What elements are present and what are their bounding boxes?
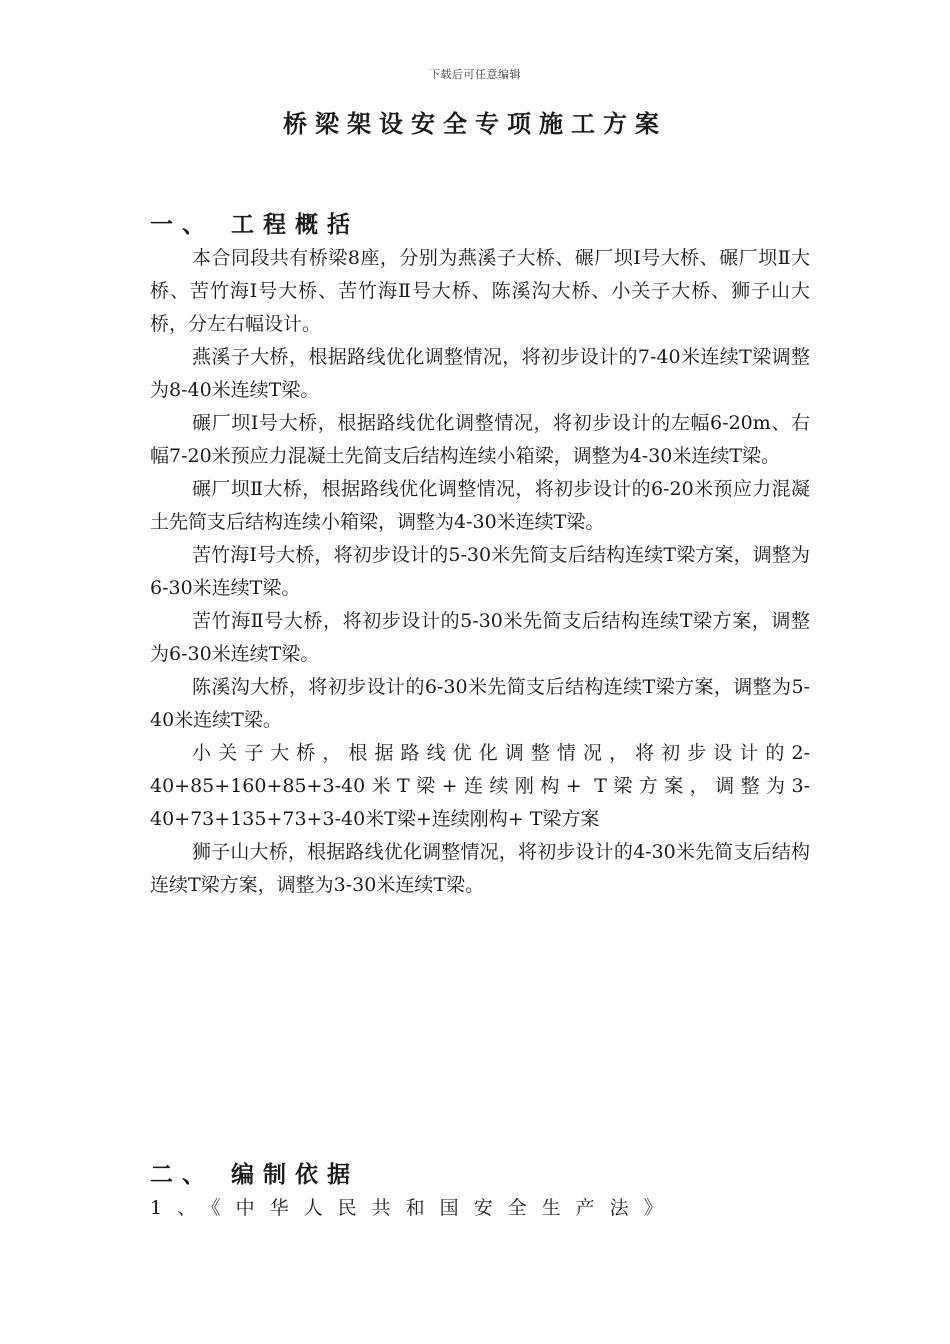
header-note: 下载后可任意编辑 (429, 68, 521, 81)
document-title: 桥梁架设安全专项施工方案 (283, 110, 667, 138)
section-overview-body (150, 242, 810, 902)
section-heading-overview: 一、 工程概括 (150, 212, 360, 238)
paragraph: 狮子山大桥，根据路线优化调整情况，将初步设计的4-30米先简支后结构连续T梁方案，调整为3-30米连续T梁。 (150, 841, 810, 896)
paragraph: 本合同段共有桥梁8座，分别为燕溪子大桥、碾厂坝Ⅰ号大桥、碾厂坝Ⅱ大桥、苦竹海Ⅰ号大桥、苦竹海Ⅱ号大桥、陈溪沟大桥、小关子大桥、狮子山大桥，分左右幅设计。 (150, 247, 810, 335)
paragraph: 碾厂坝Ⅰ号大桥，根据路线优化调整情况，将初步设计的左幅6-20m、右幅7-20米预应力混凝土先简支后结构连续小箱梁，调整为4-30米连续T梁。 (150, 412, 810, 467)
paragraph: 燕溪子大桥，根据路线优化调整情况，将初步设计的7-40米连续T梁调整为8-40米连续T梁。 (150, 346, 810, 401)
section-heading-basis: 二、 编制依据 (150, 1162, 360, 1188)
paragraph: 陈溪沟大桥，将初步设计的6-30米先简支后结构连续T梁方案，调整为5-40米连续T梁。 (150, 676, 810, 731)
paragraph: 苦竹海Ⅱ号大桥，将初步设计的5-30米先简支后结构连续T梁方案，调整为6-30米连续T梁。 (150, 610, 810, 665)
paragraph: 苦竹海Ⅰ号大桥，将初步设计的5-30米先简支后结构连续T梁方案，调整为6-30米连续T梁。 (150, 544, 810, 599)
paragraph: 碾厂坝Ⅱ大桥，根据路线优化调整情况，将初步设计的6-20米预应力混凝土先简支后结构连续小箱梁，调整为4-30米连续T梁。 (150, 478, 810, 533)
basis-list-item: 1、《中华人民共和国安全生产法》 (150, 1197, 678, 1219)
paragraph: 小关子大桥，根据路线优化调整情况，将初步设计的2-40+85+160+85+3-40米T梁+连续刚构+ T梁方案，调整为3-40+73+135+73+3-40米T梁+连续刚构+ T梁方案 (150, 742, 810, 830)
